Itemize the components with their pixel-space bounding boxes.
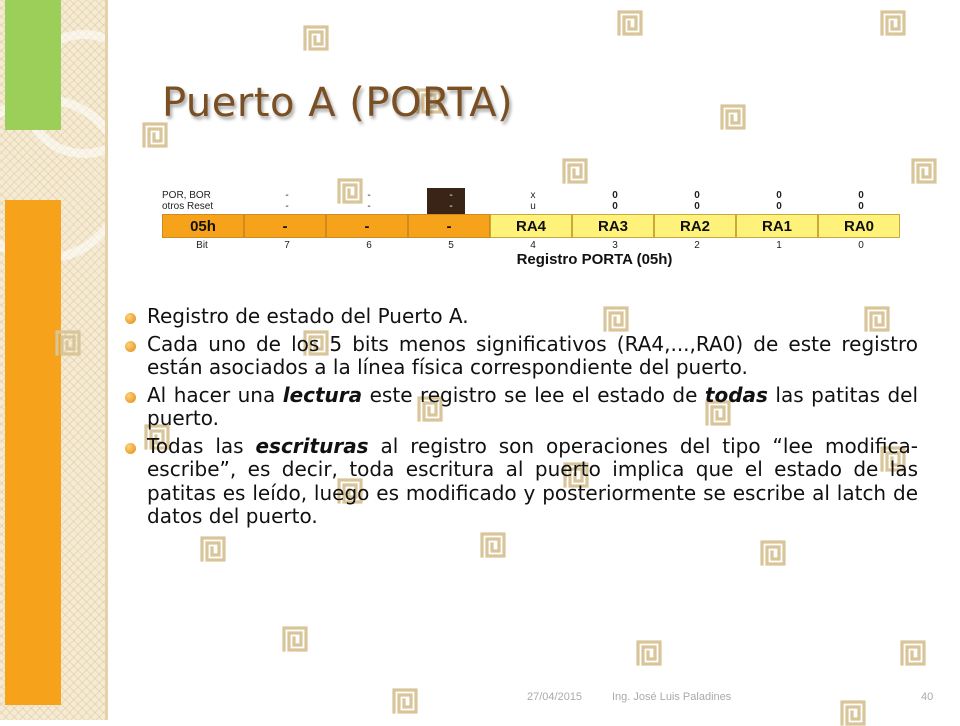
bullet-item: [125, 384, 918, 431]
greek-key-motif-icon: [303, 25, 329, 51]
bit-number: 3: [612, 240, 618, 251]
reset-value: 0: [612, 201, 618, 212]
bullet-text: Todas las: [147, 433, 256, 458]
bit-number: 7: [284, 240, 290, 251]
bit-number: 6: [366, 240, 372, 251]
greek-key-motif-icon: [562, 158, 588, 184]
greek-key-motif-icon: [480, 532, 506, 558]
bullet-text: Registro de estado del Puerto A.: [147, 304, 469, 328]
bit-number-row: [162, 240, 907, 251]
register-bit-cell: RA1: [736, 214, 818, 238]
por-label: POR, BOR: [162, 190, 211, 201]
slide-title: Puerto A (PORTA): [162, 80, 514, 126]
por-value: 0: [858, 190, 864, 201]
footer-date: 27/04/2015: [527, 691, 583, 703]
green-accent-bar: [5, 0, 61, 130]
reset-value: -: [367, 201, 371, 212]
register-cells: [162, 214, 907, 238]
register-bit-cell: RA4: [490, 214, 572, 238]
register-address: 05h: [162, 214, 244, 238]
greek-key-motif-icon: [636, 640, 662, 666]
register-bit-cell: RA3: [572, 214, 654, 238]
greek-key-motif-icon: [840, 700, 866, 726]
reset-value: u: [530, 201, 536, 212]
bullet-list: [125, 305, 918, 533]
emphasis-text: lectura: [282, 382, 363, 407]
greek-key-motif-icon: [911, 158, 937, 184]
bit-label: Bit: [196, 240, 208, 251]
bit-number: 5: [448, 240, 454, 251]
greek-key-motif-icon: [617, 10, 643, 36]
reset-row: [162, 201, 907, 212]
reset-value: -: [285, 201, 289, 212]
bit-number: 0: [858, 240, 864, 251]
bullet-item: [125, 333, 918, 380]
por-row: [162, 190, 907, 201]
reset-label: otros Reset: [162, 201, 214, 212]
greek-key-motif-icon: [282, 626, 308, 652]
reset-value: 0: [858, 201, 864, 212]
por-value: -: [285, 190, 289, 201]
greek-key-motif-icon: [880, 10, 906, 36]
greek-key-motif-icon: [392, 688, 418, 714]
greek-key-motif-icon: [720, 104, 746, 130]
register-bit-cell: RA2: [654, 214, 736, 238]
left-divider: [105, 0, 108, 720]
emphasis-text: escrituras: [255, 433, 369, 458]
bullet-text: al registro son operaciones del tipo “lee modifica-escribe”, es decir, toda escritura al puerto implica que el estado de las patitas es leído, luego es modificado y posteriormente se escribe al latch de datos del puerto.: [147, 433, 918, 528]
greek-key-motif-icon: [200, 536, 226, 562]
register-bit-cell: -: [326, 214, 408, 238]
bullet-item: [125, 435, 918, 529]
por-value: 0: [694, 190, 700, 201]
orange-accent-bar: [5, 200, 61, 705]
greek-key-motif-icon: [900, 640, 926, 666]
por-value: -: [367, 190, 371, 201]
register-caption: Registro PORTA (05h): [516, 251, 673, 268]
por-value: -: [449, 190, 453, 201]
bullet-item: [125, 305, 918, 329]
bullet-text: Cada uno de los 5 bits menos significativos (RA4,...,RA0) de este registro están asociados a la línea física correspondiente del puerto.: [147, 331, 918, 379]
bullet-text: las patitas del puerto.: [147, 382, 919, 430]
footer-page-number: 40: [921, 691, 934, 703]
register-bit-cell: -: [408, 214, 490, 238]
bit-number: 1: [776, 240, 782, 251]
bit-number: 4: [530, 240, 536, 251]
bullet-text: Al hacer una: [147, 382, 283, 407]
register-diagram: [162, 190, 907, 268]
reset-value: 0: [694, 201, 700, 212]
reset-value: 0: [776, 201, 782, 212]
bit-number: 2: [694, 240, 700, 251]
register-bit-cell: RA0: [818, 214, 900, 238]
register-bit-cell: -: [244, 214, 326, 238]
footer-author: Ing. José Luis Paladines: [612, 691, 732, 703]
bullet-text: este registro se lee el estado de: [362, 382, 705, 407]
emphasis-text: todas: [704, 382, 768, 407]
por-value: x: [530, 190, 536, 201]
por-value: 0: [612, 190, 618, 201]
greek-key-motif-icon: [760, 540, 786, 566]
reset-value: -: [449, 201, 453, 212]
por-value: 0: [776, 190, 782, 201]
greek-key-motif-icon: [55, 330, 81, 356]
